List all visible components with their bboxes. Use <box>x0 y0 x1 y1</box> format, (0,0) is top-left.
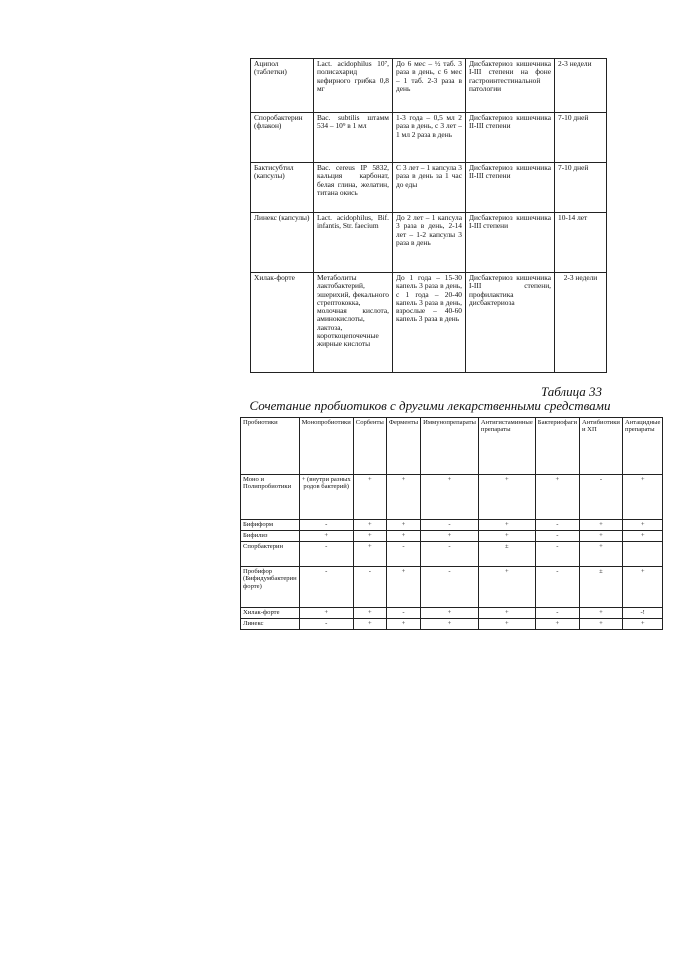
table-cell: + <box>622 619 662 630</box>
table-cell: - <box>535 520 579 531</box>
drug-indication: Дисбактериоз кишечника II-III степени <box>466 163 555 213</box>
drug-dosage: 1-3 года – 0,5 мл 2 раза в день, с 3 лет – 1 мл 2 раза в день <box>393 113 466 163</box>
drug-indication: Дисбактериоз кишечника II-III степени <box>466 113 555 163</box>
row-name: Бифилиз <box>241 531 300 542</box>
table-row <box>241 619 663 630</box>
table-cell: ± <box>478 542 535 567</box>
table-cell: - <box>535 531 579 542</box>
table-row <box>251 113 607 163</box>
table-cell: + <box>478 567 535 608</box>
table-cell: + <box>353 531 386 542</box>
table-cell: + <box>580 619 623 630</box>
row-name: Линекс <box>241 619 300 630</box>
table-row <box>241 542 663 567</box>
table-cell: -! <box>622 608 662 619</box>
table-cell: - <box>421 542 479 567</box>
table-cell: - <box>535 567 579 608</box>
drug-indication: Дисбактериоз кишечника I-III степени, профилактика дисбактериоза <box>466 273 555 373</box>
drug-composition: Bac. cereus IP 5832, кальция карбонат, белая глина, желатин, титана окись <box>314 163 393 213</box>
table-cell: ± <box>580 567 623 608</box>
table-cell: + <box>353 619 386 630</box>
table-cell: + <box>580 542 623 567</box>
table-row <box>251 163 607 213</box>
table-cell: + (внутри разных родов бактерий) <box>299 475 353 520</box>
table-row <box>251 213 607 273</box>
table-cell: + <box>353 520 386 531</box>
table-cell: + <box>299 608 353 619</box>
row-name: Пробифор (Бифидумбактерин форте) <box>241 567 300 608</box>
column-header: Антацидные препараты <box>622 418 662 475</box>
drug-duration: 7-10 дней <box>555 163 607 213</box>
table-cell: + <box>421 531 479 542</box>
table-cell: - <box>353 567 386 608</box>
table-cell: + <box>622 475 662 520</box>
table-row <box>251 273 607 373</box>
table-row <box>241 520 663 531</box>
table-row <box>241 475 663 520</box>
table-row <box>241 608 663 619</box>
drug-indication: Дисбактериоз кишечника I-III степени <box>466 213 555 273</box>
drug-duration: 2-3 недели <box>555 273 607 373</box>
table-row <box>241 567 663 608</box>
drug-composition: Bac. subtilis штамм 534 – 10⁹ в 1 мл <box>314 113 393 163</box>
drug-name: Бактисубтил (капсулы) <box>251 163 314 213</box>
table-cell: - <box>535 542 579 567</box>
drug-indication: Дисбактериоз кишечника I-III степени на фоне гастроинтестинальной патологии <box>466 59 555 113</box>
table-cell: + <box>580 608 623 619</box>
drugs-table <box>250 58 607 373</box>
drug-dosage: С 3 лет – 1 капсула 3 раза в день за 1 час до еды <box>393 163 466 213</box>
drug-composition: Метаболиты лактобактерий, эшерихий, фекального стрептококка, молочная кислота, аминокислоты, лактоза, короткоцепочечные жирные кислоты <box>314 273 393 373</box>
table-cell: + <box>386 531 420 542</box>
table-cell: - <box>299 619 353 630</box>
column-header: Антибиотики и ХП <box>580 418 623 475</box>
table-number: Таблица 33 <box>540 384 602 399</box>
table-cell <box>622 542 662 567</box>
column-header: Пробиотики <box>241 418 300 475</box>
drug-name: Аципол (таблетки) <box>251 59 314 113</box>
table-cell: - <box>421 567 479 608</box>
table-cell: + <box>421 619 479 630</box>
column-header: Иммунопрепараты <box>421 418 479 475</box>
column-header: Антигистаминные препараты <box>478 418 535 475</box>
drug-name: Споробактерин (флакон) <box>251 113 314 163</box>
table-cell: - <box>299 567 353 608</box>
drug-duration: 7-10 дней <box>555 113 607 163</box>
table-cell: + <box>478 520 535 531</box>
table-cell: + <box>478 619 535 630</box>
table-cell: + <box>386 520 420 531</box>
table-cell: + <box>478 608 535 619</box>
table-cell: - <box>386 608 420 619</box>
table-cell: + <box>421 475 479 520</box>
table-cell: + <box>386 619 420 630</box>
combination-table <box>240 417 663 630</box>
drug-dosage: До 6 мес – ½ таб. 3 раза в день, с 6 мес – 1 таб. 2-3 раза в день <box>393 59 466 113</box>
drug-dosage: До 2 лет – 1 капсула 3 раза в день, 2-14 лет – 1-2 капсулы 3 раза в день <box>393 213 466 273</box>
row-name: Бифиформ <box>241 520 300 531</box>
table-row <box>251 59 607 113</box>
table-cell: + <box>478 531 535 542</box>
table-cell: + <box>421 608 479 619</box>
table-cell: + <box>580 520 623 531</box>
column-header: Сорбенты <box>353 418 386 475</box>
table-cell: + <box>353 475 386 520</box>
table-cell: - <box>386 542 420 567</box>
table-cell: - <box>299 520 353 531</box>
table-cell: + <box>386 567 420 608</box>
column-header: Бактериофаги <box>535 418 579 475</box>
column-header: Монопробиотики <box>299 418 353 475</box>
table-cell: + <box>622 567 662 608</box>
table-cell: + <box>535 619 579 630</box>
drug-duration: 2-3 недели <box>555 59 607 113</box>
table-cell: + <box>478 475 535 520</box>
column-header: Ферменты <box>386 418 420 475</box>
row-name: Моно и Полипробиотики <box>241 475 300 520</box>
table-title: Сочетание пробиотиков с другими лекарственными средствами <box>249 398 611 413</box>
drug-name: Линекс (капсулы) <box>251 213 314 273</box>
table-cell: - <box>535 608 579 619</box>
table-row <box>241 531 663 542</box>
row-name: Спорбактерин <box>241 542 300 567</box>
table-cell: + <box>622 520 662 531</box>
row-name: Хилак-форте <box>241 608 300 619</box>
drug-dosage: До 1 года – 15-30 капель 3 раза в день, с 1 года – 20-40 капель 3 раза в день, взрослые – 40-60 капель 3 раза в день <box>393 273 466 373</box>
table-cell: + <box>622 531 662 542</box>
table-cell: + <box>299 531 353 542</box>
table-cell: + <box>580 531 623 542</box>
table-header-row <box>241 418 663 475</box>
table-cell: + <box>535 475 579 520</box>
table-cell: - <box>580 475 623 520</box>
table-cell: + <box>353 608 386 619</box>
drug-composition: Lact. acidophilus 10⁷, полисахарид кефирного грибка 0,8 мг <box>314 59 393 113</box>
table-cell: - <box>421 520 479 531</box>
table-cell: - <box>299 542 353 567</box>
table-cell: + <box>386 475 420 520</box>
drug-composition: Lact. acidophilus, Bif. infantis, Str. faecium <box>314 213 393 273</box>
table-cell: + <box>353 542 386 567</box>
drug-name: Хилак-форте <box>251 273 314 373</box>
drug-duration: 10-14 лет <box>555 213 607 273</box>
